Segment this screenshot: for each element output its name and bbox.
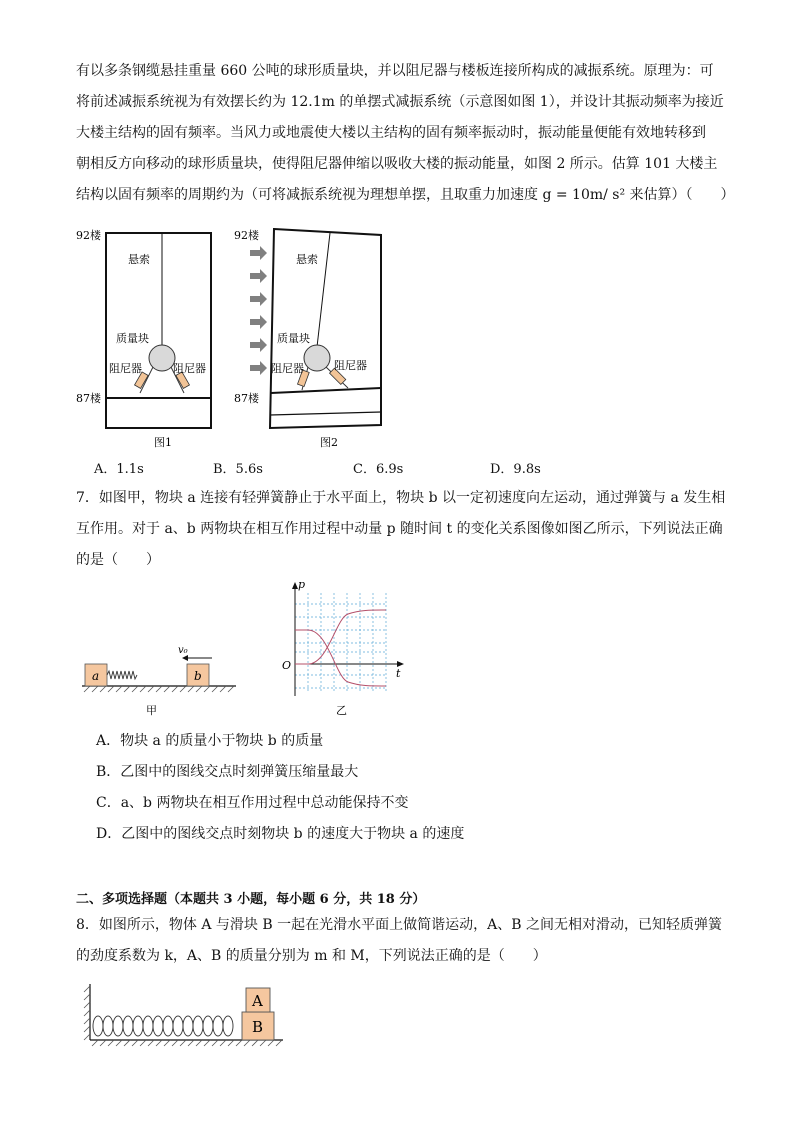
yi-x-label: t bbox=[396, 667, 401, 680]
jia-velocity-label: v₀ bbox=[178, 645, 188, 656]
yi-curve-b bbox=[295, 630, 386, 686]
fig2-mass-label: 质量块 bbox=[277, 332, 310, 345]
intro-line-3: 大楼主结构的固有频率。当风力或地震使大楼以主结构的固有频率振动时，振动能量便能有效地转移到 bbox=[76, 125, 706, 141]
fig2-building-frame bbox=[270, 229, 381, 428]
fig1-damper-left-label: 阻尼器 bbox=[109, 362, 142, 375]
yi-caption: 乙 bbox=[336, 704, 347, 717]
q7-stem bbox=[76, 483, 726, 576]
q7-line-1: 7．如图甲，物块 a 连接有轻弹簧静止于水平面上，物块 b 以一定初速度向左运动，通过弹簧与 a 发生相 bbox=[76, 490, 726, 506]
intro-line-1: 有以多条钢缆悬挂重量 660 公吨的球形质量块，并以阻尼器与楼板连接所构成的减振系统。原理为：可 bbox=[76, 63, 714, 79]
figure-1 bbox=[76, 225, 226, 450]
jia-caption: 甲 bbox=[146, 704, 157, 717]
jia-spring bbox=[107, 671, 137, 679]
intro-line-5: 结构以固有频率的周期约为（可将减振系统视为理想单摆，且取重力加速度 g = 10m/ s² 来估算）（ ） bbox=[76, 187, 735, 203]
figure-2 bbox=[234, 225, 386, 450]
jia-block-b-label: b bbox=[194, 669, 202, 683]
fig2-floor-slab bbox=[271, 388, 381, 393]
fig2-floor-line bbox=[270, 412, 381, 415]
yi-curve-a bbox=[295, 610, 386, 664]
q8-spring bbox=[93, 1016, 233, 1036]
fig2-cable bbox=[317, 233, 330, 347]
jia-ground-hatching bbox=[84, 686, 234, 692]
q7-option-a[interactable]: A．物块 a 的质量小于物块 b 的质量 bbox=[96, 733, 324, 749]
q7-line-3: 的是（ ） bbox=[76, 552, 160, 568]
yi-y-label: p bbox=[298, 578, 306, 591]
fig1-damper-right-label: 阻尼器 bbox=[173, 362, 206, 375]
fig1-cable-label: 悬索 bbox=[128, 253, 150, 266]
q8-ground-hatching bbox=[92, 1040, 282, 1046]
wind-arrow-icon bbox=[250, 269, 267, 283]
q8-wall-hatching bbox=[84, 986, 90, 1040]
q7-line-2: 互作用。对于 a、b 两物块在相互作用过程中动量 p 随时间 t 的变化关系图像如图乙所示，下列说法正确 bbox=[76, 521, 723, 537]
wind-arrow-icon bbox=[250, 292, 267, 306]
section2-heading: 二、多项选择题（本题共 3 小题，每小题 6 分，共 18 分） bbox=[76, 892, 426, 907]
q8-line-2: 的劲度系数为 k，A、B 的质量分别为 m 和 M，下列说法正确的是（ ） bbox=[76, 948, 547, 964]
figure-yi bbox=[278, 578, 408, 720]
intro-line-2: 将前述减振系统视为有效摆长约为 12.1m 的单摆式减振系统（示意图如图 1），并设计其振动频率为接近 bbox=[76, 94, 724, 110]
q7-option-d[interactable]: D．乙图中的图线交点时刻物块 b 的速度大于物块 a 的速度 bbox=[96, 826, 465, 842]
fig1-floor-bottom: 87楼 bbox=[76, 392, 101, 405]
q6-option-a[interactable]: A．1.1s bbox=[94, 462, 144, 477]
fig2-floor-bottom: 87楼 bbox=[234, 392, 259, 405]
fig1-mass-label: 质量块 bbox=[116, 332, 149, 345]
jia-block-a-label: a bbox=[92, 669, 100, 683]
fig2-damper-left-label: 阻尼器 bbox=[271, 362, 304, 375]
fig2-cable-label: 悬索 bbox=[296, 253, 318, 266]
fig1-floor-top: 92楼 bbox=[76, 229, 101, 242]
yi-origin-label: O bbox=[282, 659, 292, 672]
q7-option-c[interactable]: C．a、b 两物块在相互作用过程中总动能保持不变 bbox=[96, 795, 409, 811]
wind-arrow-icon bbox=[250, 361, 267, 375]
figure-jia bbox=[78, 640, 243, 720]
yi-grid bbox=[295, 593, 386, 693]
q8-block-b-label: B bbox=[252, 1018, 264, 1036]
q8-block-a-label: A bbox=[252, 992, 263, 1010]
wind-arrow-icon bbox=[250, 338, 267, 352]
fig2-damper-right-label: 阻尼器 bbox=[334, 359, 367, 372]
fig2-floor-top: 92楼 bbox=[234, 229, 259, 242]
fig2-wind-arrows bbox=[250, 246, 267, 375]
wind-arrow-icon bbox=[250, 315, 267, 329]
q7-option-b[interactable]: B．乙图中的图线交点时刻弹簧压缩量最大 bbox=[96, 764, 359, 780]
intro-paragraph bbox=[76, 56, 735, 211]
fig1-caption: 图1 bbox=[154, 436, 172, 449]
q8-line-1: 8．如图所示，物体 A 与滑块 B 一起在光滑水平面上做简谐运动，A、B 之间无相对滑动，已知轻质弹簧 bbox=[76, 917, 722, 933]
wind-arrow-icon bbox=[250, 246, 267, 260]
intro-line-4: 朝相反方向移动的球形质量块，使得阻尼器伸缩以吸收大楼的振动能量，如图 2 所示。估算 101 大楼主 bbox=[76, 156, 718, 172]
figure-q8 bbox=[78, 982, 288, 1052]
q8-stem bbox=[76, 910, 722, 972]
q6-option-c[interactable]: C．6.9s bbox=[353, 462, 404, 477]
fig2-caption: 图2 bbox=[320, 436, 338, 449]
q6-option-d[interactable]: D．9.8s bbox=[490, 462, 541, 477]
q6-option-b[interactable]: B．5.6s bbox=[213, 462, 263, 477]
